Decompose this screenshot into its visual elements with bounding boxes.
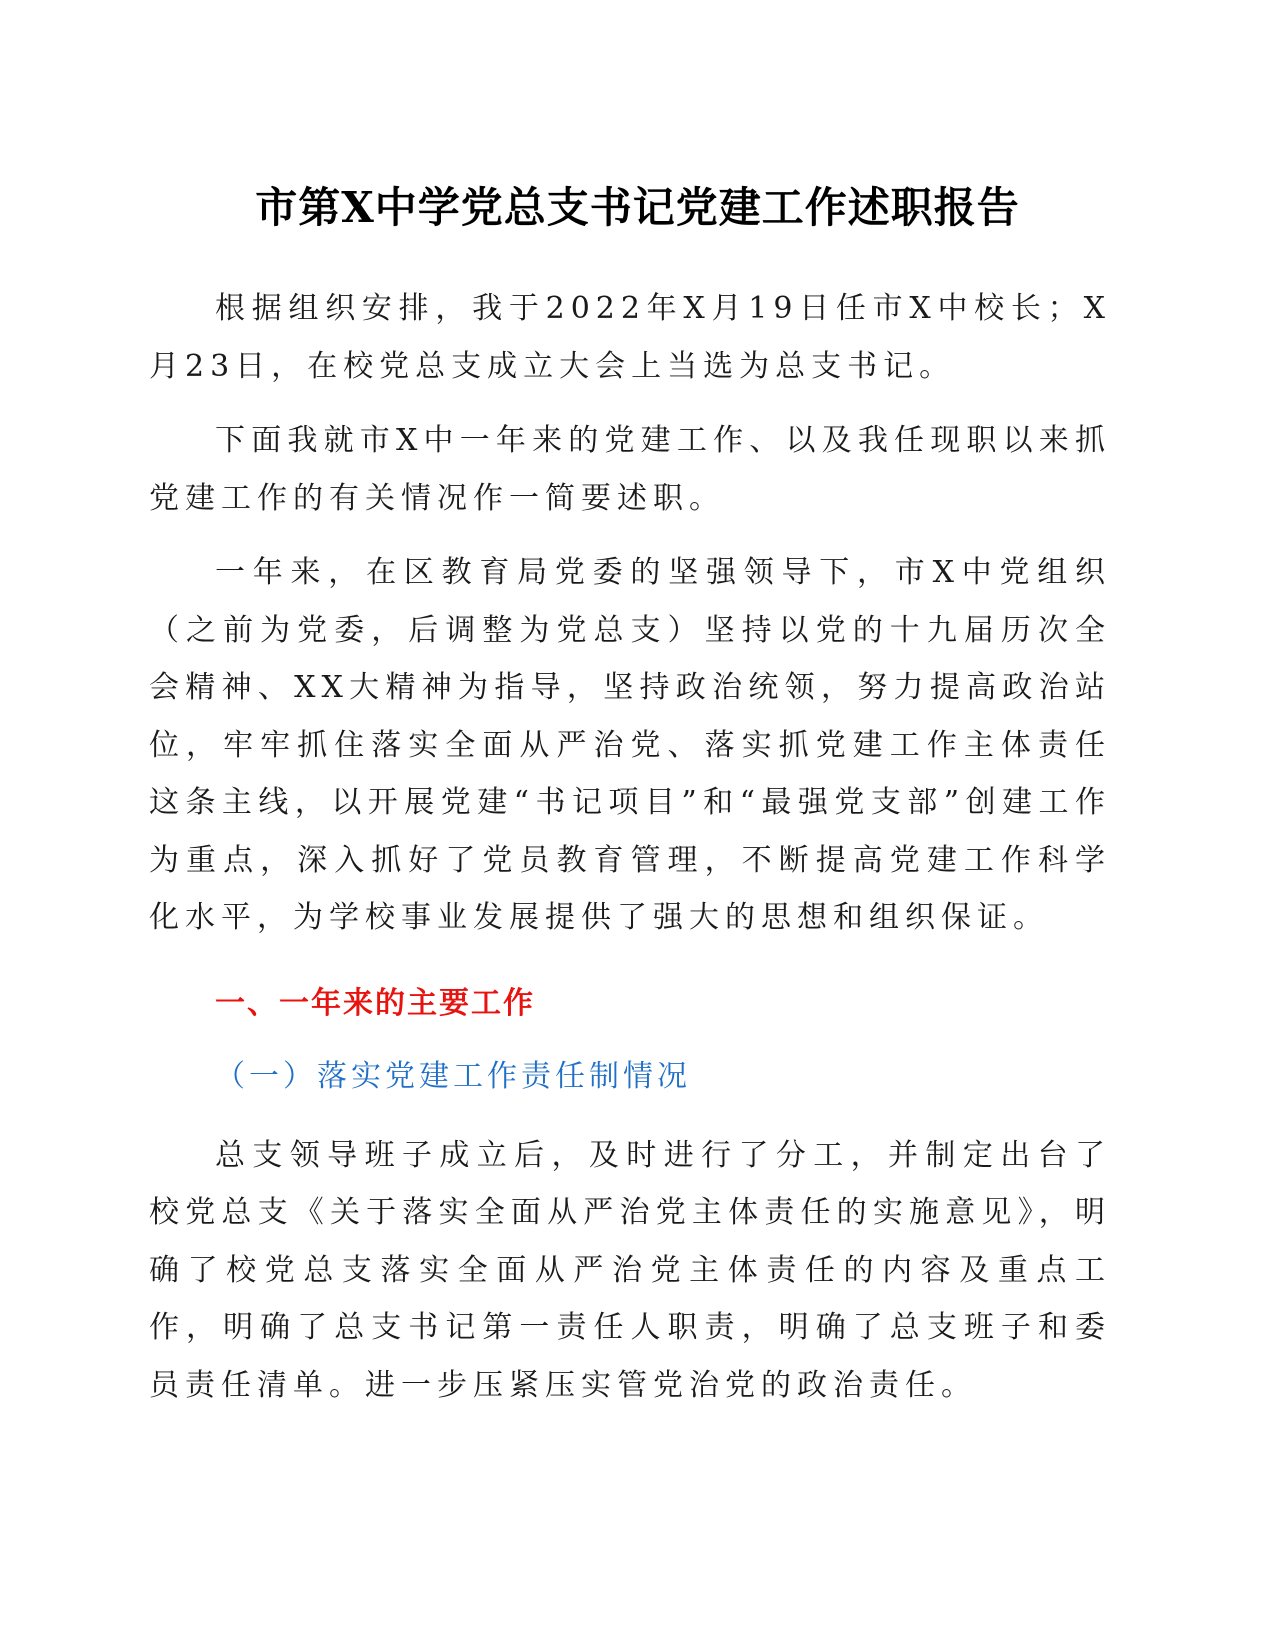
- intro-paragraph: 根据组织安排，我于2022年X月19日任市X中校长；X月23日，在校党总支成立大会上当选为总支书记。: [149, 291, 1111, 384]
- summary-paragraph: 一年来，在区教育局党委的坚强领导下，市X中党组织（之前为党委，后调整为党总支）坚持以党的十九届历次全会精神、XX大精神为指导，坚持政治统领，努力提高政治站位，牢牢抓住落实全面从严治党、落实抓党建工作主体责任这条主线，以开展党建“书记项目”和“最强党支部”创建工作为重点，深入抓好了党员教育管理，不断提高党建工作科学化水平，为学校事业发展提供了强大的思想和组织保证。: [149, 555, 1111, 935]
- responsibility-paragraph: 总支领导班子成立后，及时进行了分工，并制定出台了校党总支《关于落实全面从严治党主体责任的实施意见》，明确了校党总支落实全面从严治党主体责任的内容及重点工作，明确了总支书记第一责任人职责，明确了总支班子和委员责任清单。进一步压紧压实管党治党的政治责任。: [149, 1137, 1111, 1403]
- subsection-heading: （一）落实党建工作责任制情况: [215, 1058, 691, 1094]
- document-title: 市第X中学党总支书记党建工作述职报告: [255, 183, 1020, 232]
- section-heading: 一、一年来的主要工作: [215, 985, 535, 1021]
- overview-paragraph: 下面我就市X中一年来的党建工作、以及我任现职以来抓党建工作的有关情况作一简要述职。: [149, 423, 1111, 516]
- document-body: [149, 280, 1111, 1431]
